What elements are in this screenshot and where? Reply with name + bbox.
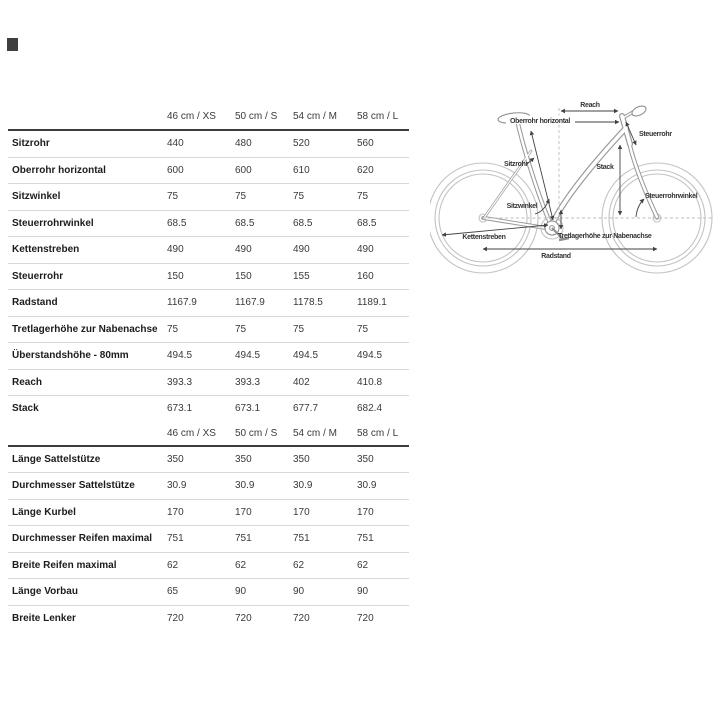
row-value: 490: [293, 244, 310, 256]
logo-mark: [7, 38, 18, 51]
row-value: 600: [235, 164, 252, 176]
row-label: Durchmesser Reifen maximal: [12, 533, 153, 545]
row-value: 751: [167, 533, 184, 545]
row-value: 68.5: [167, 217, 187, 229]
size-header: 58 cm / L: [357, 427, 399, 439]
row-value: 520: [293, 138, 310, 150]
kettenstreben-label: Kettenstreben: [462, 234, 506, 241]
row-value: 90: [357, 586, 369, 598]
row-value: 610: [293, 164, 310, 176]
row-label: Stack: [12, 403, 39, 415]
row-value: 494.5: [293, 350, 319, 362]
row-value: 90: [293, 586, 305, 598]
row-value: 62: [293, 559, 305, 571]
row-label: Breite Reifen maximal: [12, 559, 117, 571]
row-value: 1189.1: [357, 297, 387, 309]
row-value: 30.9: [293, 480, 313, 492]
row-value: 350: [293, 453, 310, 465]
row-value: 30.9: [357, 480, 377, 492]
row-value: 350: [357, 453, 374, 465]
size-header-row-2: [8, 422, 409, 447]
row-value: 75: [235, 323, 247, 335]
row-value: 600: [167, 164, 184, 176]
row-value: 155: [293, 270, 310, 282]
table-row: [8, 447, 409, 474]
table-row: [8, 370, 409, 397]
row-value: 393.3: [167, 376, 193, 388]
row-value: 410.8: [357, 376, 383, 388]
row-label: Durchmesser Sattelstütze: [12, 480, 135, 492]
table-row: [8, 343, 409, 370]
table-row: [8, 579, 409, 606]
table-row: [8, 473, 409, 500]
table-row: [8, 553, 409, 580]
size-header: 46 cm / XS: [167, 427, 216, 439]
row-label: Kettenstreben: [12, 244, 80, 256]
table-row: [8, 526, 409, 553]
size-header-row: [8, 104, 409, 131]
row-value: 677.7: [293, 403, 319, 415]
row-label: Sitzwinkel: [12, 191, 61, 203]
row-value: 494.5: [357, 350, 383, 362]
row-label: Steuerrohrwinkel: [12, 217, 94, 229]
geometry-table: [8, 104, 409, 631]
row-value: 75: [293, 191, 305, 203]
table-row: [8, 158, 409, 185]
table-row: [8, 606, 409, 632]
row-value: 720: [293, 612, 310, 624]
row-value: 682.4: [357, 403, 383, 415]
row-value: 1167.9: [167, 297, 197, 309]
size-header: 54 cm / M: [293, 427, 337, 439]
row-value: 494.5: [235, 350, 261, 362]
table-row: [8, 237, 409, 264]
table-row: [8, 131, 409, 158]
row-label: Länge Sattelstütze: [12, 453, 101, 465]
row-value: 350: [235, 453, 252, 465]
row-label: Überstandshöhe - 80mm: [12, 350, 129, 362]
row-label: Tretlagerhöhe zur Nabenachse: [12, 323, 158, 335]
row-value: 30.9: [167, 480, 187, 492]
row-value: 560: [357, 138, 374, 150]
row-value: 350: [167, 453, 184, 465]
row-value: 160: [357, 270, 374, 282]
stack-label: Stack: [596, 164, 614, 171]
row-value: 68.5: [357, 217, 377, 229]
size-header: 58 cm / L: [357, 111, 399, 122]
row-value: 393.3: [235, 376, 261, 388]
row-value: 65: [167, 586, 179, 598]
row-value: 620: [357, 164, 374, 176]
row-value: 751: [293, 533, 310, 545]
row-value: 494.5: [167, 350, 193, 362]
row-value: 75: [235, 191, 247, 203]
sitzwinkel-label: Sitzwinkel: [506, 203, 538, 210]
handlebar-grip: [630, 104, 647, 118]
row-value: 170: [167, 506, 184, 518]
row-value: 440: [167, 138, 184, 150]
row-value: 150: [167, 270, 184, 282]
row-label: Oberrohr horizontal: [12, 164, 106, 176]
tretlagerhoehe-label: Tretlagerhöhe zur Nabenachse: [558, 233, 652, 240]
steuerrohrwinkel-arc: [636, 199, 644, 217]
row-value: 62: [357, 559, 369, 571]
row-label: Länge Vorbau: [12, 586, 78, 598]
steuerrohrwinkel-label: Steuerrohrwinkel: [645, 193, 698, 200]
row-value: 75: [357, 323, 369, 335]
radstand-label: Radstand: [541, 253, 571, 260]
row-value: 150: [235, 270, 252, 282]
row-value: 480: [235, 138, 252, 150]
size-header: 50 cm / S: [235, 111, 278, 122]
row-value: 490: [357, 244, 374, 256]
table-row: [8, 184, 409, 211]
row-value: 68.5: [235, 217, 255, 229]
row-label: Sitzrohr: [12, 138, 50, 150]
oberrohr-label: Oberrohr horizontal: [509, 118, 571, 125]
row-value: 1178.5: [293, 297, 323, 309]
row-value: 673.1: [167, 403, 193, 415]
row-value: 490: [167, 244, 184, 256]
table-row: [8, 290, 409, 317]
bike-geometry-diagram: [430, 88, 720, 278]
row-value: 751: [235, 533, 252, 545]
row-value: 75: [167, 323, 179, 335]
row-value: 673.1: [235, 403, 261, 415]
row-value: 490: [235, 244, 252, 256]
row-label: Reach: [12, 376, 43, 388]
table-row: [8, 264, 409, 291]
row-value: 68.5: [293, 217, 313, 229]
row-value: 75: [167, 191, 179, 203]
row-value: 402: [293, 376, 310, 388]
row-value: 75: [293, 323, 305, 335]
sitzrohr-label: Sitzrohr: [503, 161, 529, 168]
row-value: 720: [167, 612, 184, 624]
row-value: 75: [357, 191, 369, 203]
row-value: 1167.9: [235, 297, 265, 309]
row-value: 720: [357, 612, 374, 624]
row-label: Länge Kurbel: [12, 506, 76, 518]
row-label: Radstand: [12, 297, 58, 309]
row-value: 170: [235, 506, 252, 518]
row-value: 170: [293, 506, 310, 518]
size-header: 54 cm / M: [293, 111, 337, 122]
table-row: [8, 317, 409, 344]
row-value: 90: [235, 586, 247, 598]
table-row: [8, 211, 409, 238]
row-value: 30.9: [235, 480, 255, 492]
reach-label: Reach: [580, 102, 600, 109]
row-value: 720: [235, 612, 252, 624]
size-header: 46 cm / XS: [167, 111, 216, 122]
row-label: Breite Lenker: [12, 612, 76, 624]
table-row: [8, 396, 409, 422]
row-value: 751: [357, 533, 374, 545]
table-row: [8, 500, 409, 527]
size-header: 50 cm / S: [235, 427, 278, 439]
row-label: Steuerrohr: [12, 270, 64, 282]
row-value: 62: [167, 559, 179, 571]
steuerrohr-label: Steuerrohr: [639, 131, 672, 138]
row-value: 170: [357, 506, 374, 518]
row-value: 62: [235, 559, 247, 571]
